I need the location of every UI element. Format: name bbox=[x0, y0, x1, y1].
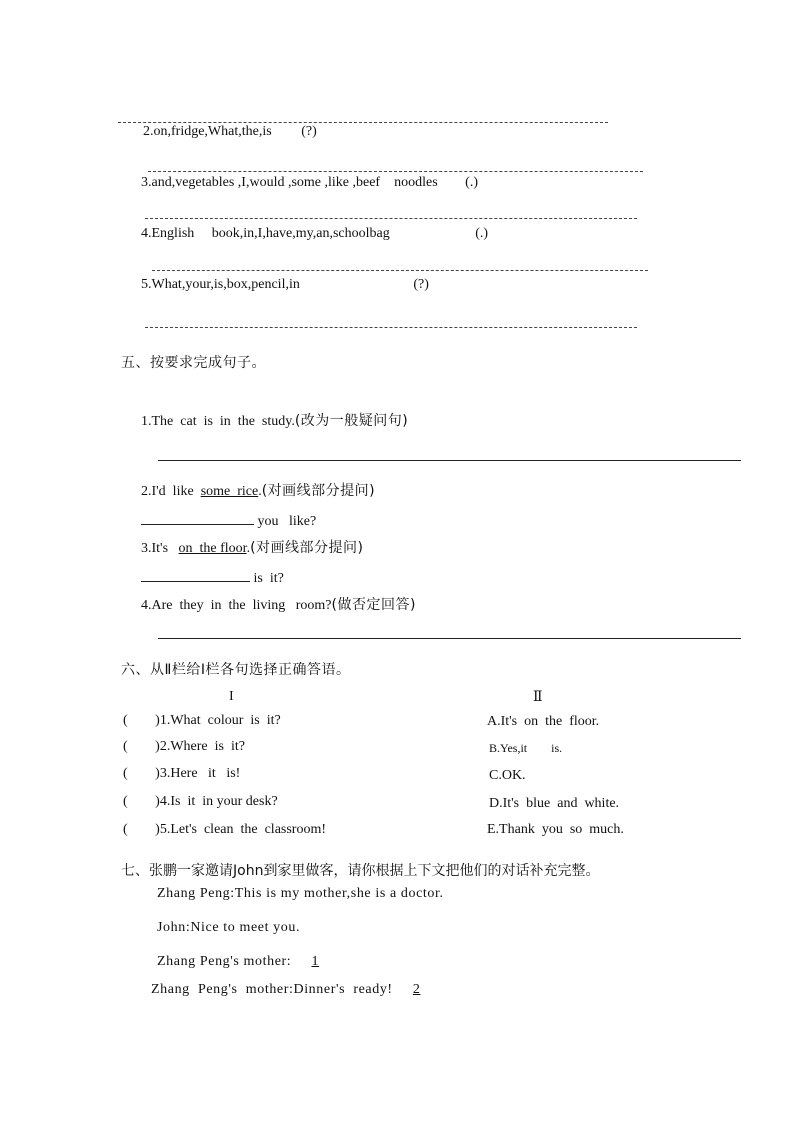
question-punct: . bbox=[246, 541, 251, 556]
question-4 bbox=[141, 594, 416, 614]
blank-number[interactable]: 1 bbox=[311, 954, 320, 969]
underlined-phrase: on the floor bbox=[178, 541, 247, 556]
underlined-phrase: some rice bbox=[200, 484, 259, 499]
match-row-3 bbox=[123, 766, 240, 782]
answer-line bbox=[158, 638, 741, 639]
question-text: 3.It's bbox=[141, 541, 179, 556]
dialogue-line-2: John:Nice to meet you. bbox=[157, 920, 301, 935]
answer-paren[interactable]: ( bbox=[123, 822, 128, 837]
question-text: 2.I'd like bbox=[141, 484, 201, 499]
question-instruction: (对画线部分提问) bbox=[261, 483, 376, 499]
question-2 bbox=[141, 480, 375, 500]
answer-template-3 bbox=[141, 567, 284, 587]
reorder-words: 4.English book,in,I,have,my,an,schoolbag bbox=[141, 226, 390, 241]
section-heading: 六、从Ⅱ栏给Ⅰ栏各句选择正确答语。 bbox=[121, 662, 351, 678]
match-row-5 bbox=[123, 822, 326, 838]
dialogue-line-4 bbox=[151, 982, 423, 998]
answer-blank[interactable] bbox=[141, 567, 250, 582]
question-text: 4.Are they in the living room? bbox=[141, 598, 332, 613]
question-punct: . bbox=[258, 484, 262, 499]
option-c: C.OK. bbox=[489, 768, 526, 783]
column-header-1: I bbox=[229, 689, 234, 704]
reorder-words: 2.on,fridge,What,the,is bbox=[143, 124, 272, 139]
question-text: )5.Let's clean the classroom! bbox=[155, 822, 327, 837]
option-a: A.It's on the floor. bbox=[487, 714, 600, 729]
answer-line bbox=[118, 122, 608, 123]
speaker-text: Zhang Peng's mother:Dinner's ready! bbox=[151, 982, 401, 997]
reorder-words: 3.and,vegetables ,I,would ,some ,like ,beef noodles bbox=[141, 175, 438, 190]
answer-line bbox=[152, 270, 648, 271]
answer-template-2 bbox=[141, 510, 316, 530]
option-e: E.Thank you so much. bbox=[487, 822, 624, 837]
question-3 bbox=[141, 537, 364, 557]
punctuation-hint: (.) bbox=[465, 175, 478, 190]
blank-number[interactable]: 2 bbox=[412, 982, 421, 997]
question-text: )3.Here it is! bbox=[155, 766, 241, 781]
answer-paren[interactable]: ( bbox=[123, 766, 128, 781]
answer-line bbox=[148, 171, 643, 172]
punctuation-hint: (?) bbox=[413, 277, 429, 292]
option-b: B.Yes,it is. bbox=[489, 741, 563, 755]
speaker-text: Zhang Peng's mother: bbox=[157, 954, 300, 969]
question-text: )4.Is it in your desk? bbox=[155, 794, 278, 809]
match-row-2 bbox=[123, 739, 245, 755]
answer-blank[interactable] bbox=[141, 510, 254, 525]
question-text: )1.What colour is it? bbox=[155, 713, 281, 728]
answer-line bbox=[145, 218, 637, 219]
punctuation-hint: (?) bbox=[301, 124, 317, 139]
answer-tail: is it? bbox=[253, 571, 284, 586]
dialogue-line-3 bbox=[157, 954, 321, 970]
answer-tail: you like? bbox=[257, 514, 317, 529]
question-instruction: (做否定回答) bbox=[331, 597, 416, 613]
option-d: D.It's blue and white. bbox=[489, 796, 620, 811]
reorder-item-4 bbox=[141, 226, 488, 242]
dialogue-line-1: Zhang Peng:This is my mother,she is a doctor. bbox=[157, 886, 444, 901]
reorder-item-2 bbox=[143, 124, 317, 140]
reorder-item-5 bbox=[141, 277, 429, 293]
answer-paren[interactable]: ( bbox=[123, 794, 128, 809]
reorder-words: 5.What,your,is,box,pencil,in bbox=[141, 277, 300, 292]
question-instruction: (对画线部分提问) bbox=[250, 540, 364, 556]
answer-paren[interactable]: ( bbox=[123, 713, 128, 728]
punctuation-hint: (.) bbox=[475, 226, 489, 241]
match-row-1 bbox=[123, 713, 281, 729]
question-instruction: (改为一般疑问句) bbox=[294, 413, 409, 429]
reorder-item-3 bbox=[141, 175, 478, 191]
match-row-4 bbox=[123, 794, 278, 810]
question-text: )2.Where is it? bbox=[155, 739, 245, 754]
section-heading: 五、按要求完成句子。 bbox=[121, 355, 266, 371]
question-text: 1.The cat is in the study. bbox=[141, 414, 295, 429]
answer-line bbox=[158, 460, 741, 461]
answer-line bbox=[145, 327, 637, 328]
question-1 bbox=[141, 410, 408, 430]
section-heading: 七、张鹏一家邀请John到家里做客，请你根据上下文把他们的对话补充完整。 bbox=[121, 863, 600, 879]
answer-paren[interactable]: ( bbox=[123, 739, 128, 754]
column-header-2: Ⅱ bbox=[533, 690, 543, 705]
